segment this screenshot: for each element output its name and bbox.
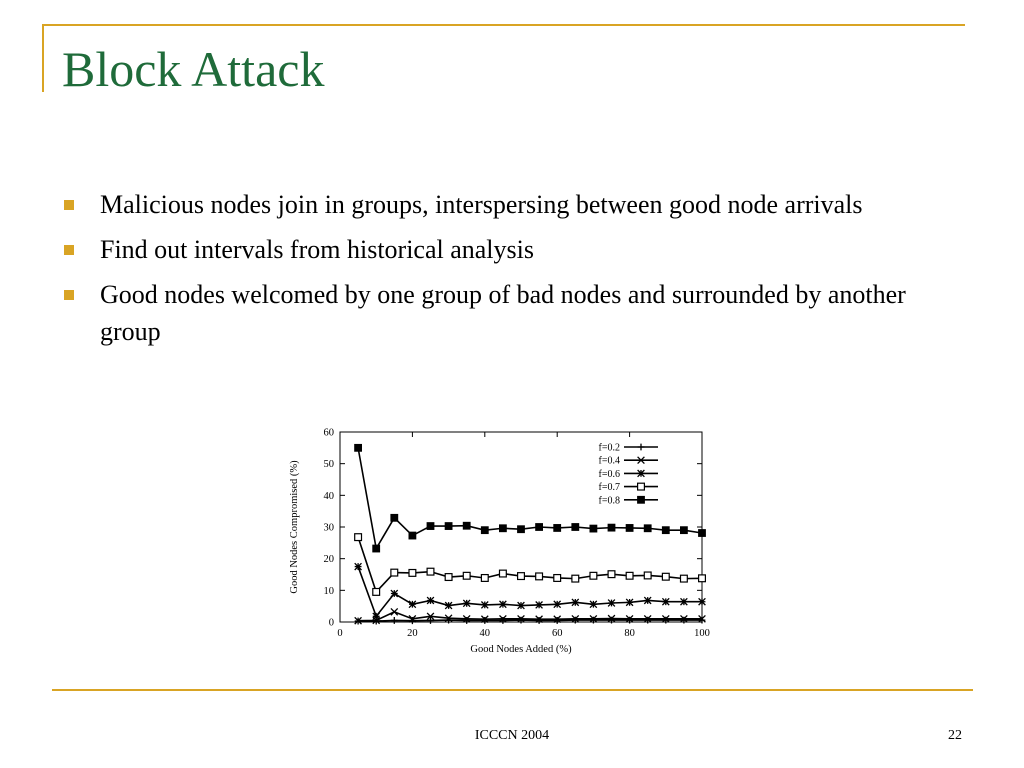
- data-point: [590, 601, 597, 608]
- x-axis-label: Good Nodes Added (%): [470, 644, 572, 655]
- data-point: [391, 569, 398, 576]
- legend-marker: [638, 496, 645, 503]
- data-point: [536, 573, 543, 580]
- data-point: [681, 575, 688, 582]
- data-point: [409, 570, 416, 577]
- y-tick-label: 20: [323, 554, 334, 566]
- bullet-text: Good nodes welcomed by one group of bad nodes and surrounded by another group: [100, 280, 906, 346]
- y-tick-label: 60: [323, 427, 334, 439]
- legend-label: f=0.4: [598, 455, 620, 467]
- data-point: [518, 526, 525, 533]
- data-point: [391, 608, 398, 615]
- legend-label: f=0.7: [598, 482, 620, 494]
- y-tick-label: 0: [328, 617, 334, 629]
- y-tick-label: 30: [323, 522, 334, 534]
- legend-label: f=0.8: [598, 495, 620, 507]
- x-tick-label: 20: [407, 628, 418, 639]
- slide-title: Block Attack: [62, 41, 325, 97]
- data-point: [554, 525, 561, 532]
- bullet-item: [62, 231, 967, 268]
- title-frame-left-rule: [42, 24, 44, 92]
- data-point: [463, 522, 470, 529]
- data-point: [391, 514, 398, 521]
- data-point: [427, 523, 434, 530]
- x-tick-label: 80: [624, 628, 635, 639]
- data-point: [463, 572, 470, 579]
- data-point: [500, 601, 507, 608]
- data-point: [373, 589, 380, 596]
- y-tick-label: 40: [323, 490, 334, 502]
- data-point: [355, 444, 362, 451]
- data-point: [463, 600, 470, 607]
- legend-label: f=0.2: [598, 442, 620, 454]
- square-bullet-icon: [64, 200, 74, 210]
- data-point: [445, 574, 452, 581]
- bullet-list: [62, 186, 967, 358]
- data-point: [518, 573, 525, 580]
- data-point: [554, 575, 561, 582]
- data-point: [608, 600, 615, 607]
- data-point: [481, 617, 488, 624]
- bullet-item: [62, 276, 967, 350]
- data-point: [608, 571, 615, 578]
- data-point: [427, 597, 434, 604]
- data-point: [572, 599, 579, 606]
- data-point: [355, 563, 362, 570]
- series-line-4: [358, 537, 702, 592]
- data-point: [427, 568, 434, 575]
- square-bullet-icon: [64, 290, 74, 300]
- data-point: [391, 617, 398, 624]
- y-tick-label: 10: [323, 585, 334, 597]
- bullet-text: Malicious nodes join in groups, interspersing between good node arrivals: [100, 190, 863, 219]
- data-point: [481, 527, 488, 534]
- data-point: [626, 599, 633, 606]
- data-point: [590, 572, 597, 579]
- bullet-text: Find out intervals from historical analysis: [100, 235, 534, 264]
- data-point: [572, 575, 579, 582]
- data-point: [373, 545, 380, 552]
- data-point: [699, 598, 706, 605]
- data-point: [662, 527, 669, 534]
- x-tick-label: 60: [551, 628, 563, 639]
- legend-marker: [638, 483, 645, 490]
- x-tick-label: 100: [694, 628, 710, 639]
- x-tick-label: 0: [337, 628, 343, 639]
- footer-conference-name: ICCCN 2004: [474, 728, 550, 743]
- y-tick-label: 50: [323, 459, 334, 471]
- data-point: [662, 573, 669, 580]
- data-point: [500, 570, 507, 577]
- footer-divider: [52, 689, 973, 691]
- data-point: [536, 602, 543, 609]
- data-point: [554, 601, 561, 608]
- data-point: [644, 597, 651, 604]
- data-point: [500, 525, 507, 532]
- data-point: [554, 617, 561, 624]
- data-point: [590, 525, 597, 532]
- data-point: [681, 598, 688, 605]
- x-tick-label: 40: [479, 628, 491, 639]
- title-frame-top-rule: [42, 24, 965, 26]
- data-point: [481, 602, 488, 609]
- data-point: [644, 572, 651, 579]
- data-point: [699, 575, 706, 582]
- data-point: [626, 572, 633, 579]
- page-number: 22: [948, 728, 962, 743]
- data-point: [409, 532, 416, 539]
- data-point: [409, 601, 416, 608]
- data-point: [518, 602, 525, 609]
- data-point: [391, 590, 398, 597]
- data-point: [373, 613, 380, 620]
- data-point: [355, 534, 362, 541]
- data-point: [644, 525, 651, 532]
- data-point: [445, 523, 452, 530]
- line-chart-figure: [284, 418, 724, 668]
- data-point: [608, 524, 615, 531]
- data-point: [662, 598, 669, 605]
- data-point: [445, 602, 452, 609]
- data-point: [681, 527, 688, 534]
- square-bullet-icon: [64, 245, 74, 255]
- data-point: [481, 575, 488, 582]
- line-chart: [284, 418, 724, 668]
- bullet-item: [62, 186, 967, 223]
- y-axis-label: Good Nodes Compromised (%): [289, 460, 300, 594]
- legend-marker: [638, 444, 645, 451]
- data-point: [626, 525, 633, 532]
- legend-marker: [638, 470, 645, 477]
- data-point: [572, 524, 579, 531]
- legend-label: f=0.6: [598, 468, 620, 480]
- data-point: [536, 617, 543, 624]
- data-point: [699, 530, 706, 537]
- data-point: [536, 524, 543, 531]
